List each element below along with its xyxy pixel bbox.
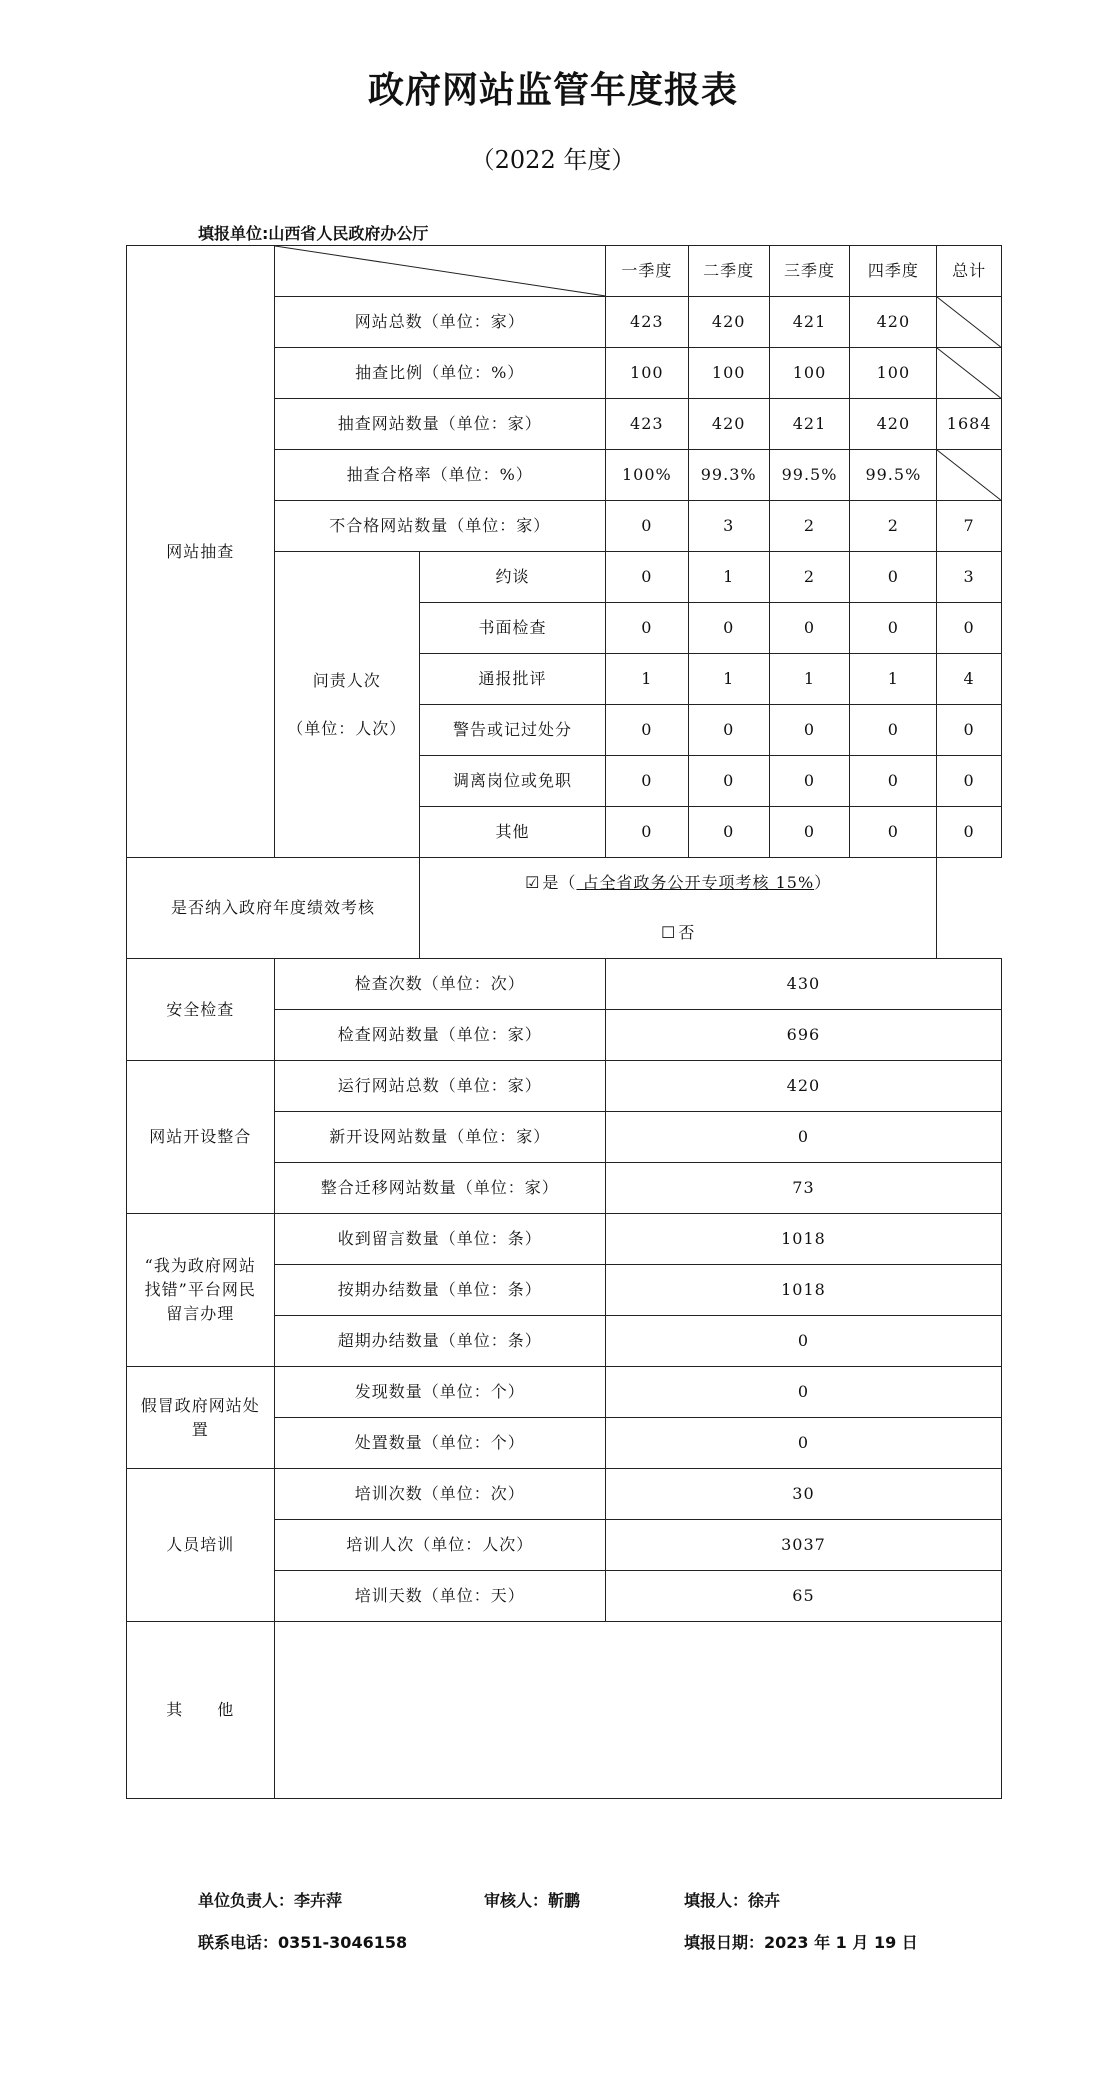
section-opening: 网站开设整合 [127,1061,275,1214]
cell-value: 0 [605,1418,1001,1469]
section-training: 人员培训 [127,1469,275,1622]
cell-value: 0 [850,603,937,654]
row-label: 书面检查 [420,603,606,654]
section-other: 其 他 [127,1622,275,1799]
cell-value: 0 [769,603,850,654]
cell-value: 0 [605,807,688,858]
section-spot-check: 网站抽查 [127,246,275,858]
row-label: 新开设网站数量（单位：家） [274,1112,605,1163]
row-label: 运行网站总数（单位：家） [274,1061,605,1112]
section-fake-line1: 假冒政府网站处 [140,1395,260,1415]
reviewer: 审核人：靳鹏 [484,1891,581,1910]
row-label: 培训天数（单位：天） [274,1571,605,1622]
other-content [274,1622,1001,1799]
assessment-options [420,858,937,959]
cell-value: 420 [850,297,937,348]
row-label: 收到留言数量（单位：条） [274,1214,605,1265]
table-row [127,1214,1002,1265]
row-label: 通报批评 [420,654,606,705]
row-label: 抽查网站数量（单位：家） [274,399,605,450]
cell-total: 7 [937,501,1002,552]
cell-value: 0 [605,1316,1001,1367]
cell-total: 0 [937,756,1002,807]
cell-value: 0 [605,705,688,756]
cell-value: 99.5% [769,450,850,501]
report-table [126,245,1002,1799]
row-label: 整合迁移网站数量（单位：家） [274,1163,605,1214]
diagonal-empty-cell [937,297,1002,348]
cell-value: 423 [605,297,688,348]
section-messages-line1: “我为政府网站 [144,1256,256,1275]
row-label: 抽查比例（单位：%） [274,348,605,399]
row-label: 检查网站数量（单位：家） [274,1010,605,1061]
accountability-unit: （单位：人次） [287,718,407,738]
yes-note: 占全省政务公开专项考核 15% [576,873,815,892]
cell-value: 3037 [605,1520,1001,1571]
cell-value: 0 [605,603,688,654]
accountability-title: 问责人次 [312,670,381,690]
row-label: 培训次数（单位：次） [274,1469,605,1520]
header-q2: 二季度 [688,246,769,297]
cell-value: 420 [850,399,937,450]
cell-value: 696 [605,1010,1001,1061]
cell-value: 1 [605,654,688,705]
row-label: 其他 [420,807,606,858]
filler: 填报人：徐卉 [684,1891,781,1910]
cell-value: 0 [688,807,769,858]
cell-value: 1 [769,654,850,705]
cell-value: 65 [605,1571,1001,1622]
section-fake-line2: 置 [191,1419,209,1439]
cell-value: 420 [688,297,769,348]
other-row [127,1622,1002,1799]
page-title: 政府网站监管年度报表 [367,70,738,111]
cell-value: 73 [605,1163,1001,1214]
cell-value: 1018 [605,1265,1001,1316]
cell-value: 0 [850,705,937,756]
header-row [127,246,1002,297]
cell-value: 100 [850,348,937,399]
cell-value: 0 [769,756,850,807]
cell-value: 2 [769,552,850,603]
row-label: 网站总数（单位：家） [274,297,605,348]
section-fake-sites [127,1367,275,1469]
table-row [127,1469,1002,1520]
contact-phone: 联系电话：0351-3046158 [198,1933,408,1952]
no-checkbox[interactable]: ☐ [660,923,677,942]
unit-head: 单位负责人：李卉萍 [198,1891,343,1910]
cell-value: 3 [688,501,769,552]
cell-value: 420 [605,1061,1001,1112]
header-q1: 一季度 [605,246,688,297]
cell-total: 4 [937,654,1002,705]
cell-value: 0 [850,552,937,603]
cell-value: 100 [769,348,850,399]
cell-total: 0 [937,603,1002,654]
cell-value: 0 [850,807,937,858]
accountability-label [274,552,419,858]
cell-value: 0 [688,705,769,756]
diagonal-empty-cell [937,348,1002,399]
cell-value: 0 [605,501,688,552]
cell-value: 0 [688,756,769,807]
cell-value: 0 [605,552,688,603]
row-label: 约谈 [420,552,606,603]
row-label: 调离岗位或免职 [420,756,606,807]
cell-value: 1018 [605,1214,1001,1265]
section-messages-line3: 留言办理 [166,1304,235,1323]
cell-total: 0 [937,807,1002,858]
cell-total: 3 [937,552,1002,603]
table-row [127,959,1002,1010]
cell-value: 0 [688,603,769,654]
cell-value: 2 [850,501,937,552]
row-label: 培训人次（单位：人次） [274,1520,605,1571]
row-label: 超期办结数量（单位：条） [274,1316,605,1367]
cell-value: 421 [769,297,850,348]
reporting-unit: 填报单位:山西省人民政府办公厅 [198,224,429,243]
cell-value: 0 [769,807,850,858]
cell-value: 0 [605,1367,1001,1418]
header-total: 总计 [937,246,1002,297]
cell-value: 0 [605,756,688,807]
cell-value: 421 [769,399,850,450]
fill-date: 填报日期：2023 年 1 月 19 日 [684,1933,918,1952]
cell-value: 430 [605,959,1001,1010]
diagonal-empty-cell [937,450,1002,501]
section-security: 安全检查 [127,959,275,1061]
yes-checkbox[interactable]: ☑ [525,873,541,892]
report-year: （2022 年度） [470,146,636,174]
row-label: 发现数量（单位：个） [274,1367,605,1418]
cell-value: 0 [605,1112,1001,1163]
cell-value: 1 [688,654,769,705]
no-label: 否 [678,923,696,942]
cell-value: 1 [850,654,937,705]
cell-value: 99.5% [850,450,937,501]
row-label: 按期办结数量（单位：条） [274,1265,605,1316]
row-label: 警告或记过处分 [420,705,606,756]
header-q3: 三季度 [769,246,850,297]
cell-value: 420 [688,399,769,450]
header-q4: 四季度 [850,246,937,297]
cell-value: 1 [688,552,769,603]
cell-value: 100% [605,450,688,501]
table-row [127,1367,1002,1418]
cell-total: 0 [937,705,1002,756]
cell-value: 99.3% [688,450,769,501]
row-label: 不合格网站数量（单位：家） [274,501,605,552]
cell-value: 100 [688,348,769,399]
yes-close: ） [814,873,832,892]
cell-total: 1684 [937,399,1002,450]
cell-value: 2 [769,501,850,552]
cell-value: 30 [605,1469,1001,1520]
yes-label: 是（ [542,873,577,892]
cell-value: 100 [605,348,688,399]
section-messages-line2: 找错”平台网民 [144,1280,256,1299]
cell-value: 0 [850,756,937,807]
row-label: 抽查合格率（单位：%） [274,450,605,501]
table-row [127,1061,1002,1112]
cell-value: 423 [605,399,688,450]
row-label: 检查次数（单位：次） [274,959,605,1010]
diagonal-header-cell [274,246,605,297]
cell-value: 0 [769,705,850,756]
row-label: 处置数量（单位：个） [274,1418,605,1469]
section-messages [127,1214,275,1367]
assessment-label: 是否纳入政府年度绩效考核 [127,858,420,959]
assessment-row [127,858,1002,959]
